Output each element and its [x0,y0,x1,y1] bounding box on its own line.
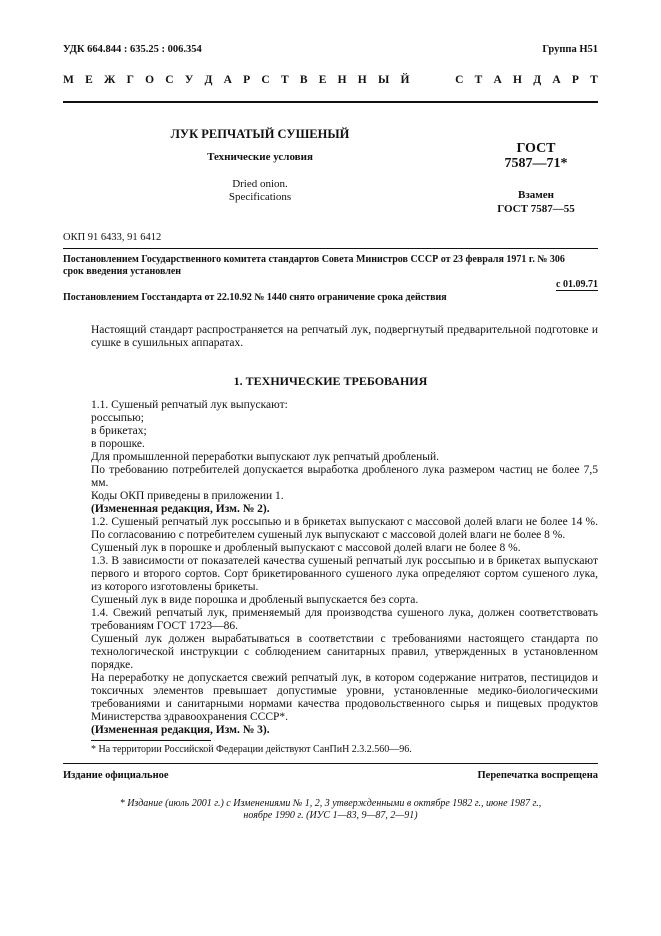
banner-letter: Г [126,74,134,86]
banner-letter: С [165,74,174,86]
effective-date: с 01.09.71 [556,279,598,290]
banner-letter: Й [400,74,410,86]
banner-letter: С [261,74,270,86]
banner-letter: О [145,74,155,86]
banner-letter: Ы [377,74,390,86]
clause-1-4-restrictions: На переработку не допускается свежий репчатый лук, в котором содержание нитратов, пестицидов и токсичных элементов превышает допустимые уровни, установленные медико-биологическими требованиями и санитарными нормами качества продовольственного сырья и пищевых продуктов Министерства здравоохранения СССР*. [91,672,598,723]
banner-letter: Н [357,74,367,86]
interstate-standard-banner [63,74,598,86]
banner-letter: Н [513,74,522,86]
consumer-request: По требованию потребителей допускается выработка дробленого лука размером частиц не более 7,5 мм. [91,464,598,489]
list-item-bulk: россыпью; [91,412,144,424]
udk-code: УДК 664.844 : 635.25 : 006.354 [63,44,202,55]
replaces-label: Взамен [518,189,554,201]
banner-letter: А [223,74,232,86]
footnote-rule [91,740,211,741]
clause-1-2-powder: Сушеный лук в порошке и дробленый выпускают с массовой долей влаги не более 8 %. [91,542,521,554]
okp-codes: ОКП 91 6433, 91 6412 [63,232,162,243]
official-edition: Издание официальное [63,770,169,781]
banner-letter: С [455,74,464,86]
clause-1-2: 1.2. Сушеный репчатый лук россыпью и в брикетах выпускают с массовой долей влаги не более 14 %. По согласованию с потребителем сушеный лук выпускают с массовой долей влаги не более 8 %. [91,516,598,541]
resolution-line-2: срок введения установлен [63,266,182,277]
banner-letter: Д [204,74,213,86]
banner-letter: Р [243,74,251,86]
clause-1-1: 1.1. Сушеный репчатый лук выпускают: [91,399,288,411]
banner-letter: М [63,74,74,86]
clause-1-4-manufacture: Сушеный лук должен вырабатываться в соответствии с требованиями настоящего стандарта по технологической инструкции с соблюдением санитарных правил, утвержденных в установленном порядке. [91,633,598,671]
section-1-title: 1. ТЕХНИЧЕСКИЕ ТРЕБОВАНИЯ [233,374,428,388]
banner-letter: Е [85,74,93,86]
banner-rule [63,101,598,103]
banner-letter [438,74,444,86]
clause-1-3: 1.3. В зависимости от показателей качества сушеный репчатый лук россыпью и в брикетах выпускают первого и второго сортов. Сорт брикетированного сушеного лука определяют сортом сушеного лука, из которого изготовлены брикеты. [91,555,598,593]
banner-letter: У [184,74,194,86]
amendment-3-note: (Измененная редакция, Изм. № 3). [91,724,270,736]
gost-label: ГОСТ [516,141,556,156]
resolution-line-1: Постановлением Государственного комитета стандартов Совета Министров СССР от 23 февраля 1971 г. № 306 [63,254,565,265]
amendment-2-note: (Измененная редакция, Изм. № 2). [91,503,270,515]
banner-letter [421,74,427,86]
banner-letter: Т [474,74,483,86]
group-code: Группа Н51 [542,44,598,55]
replaces-value: ГОСТ 7587—55 [497,203,575,215]
banner-letter: А [493,74,502,86]
banner-letter: Р [571,74,579,86]
banner-letter: Д [533,74,542,86]
standard-title: ЛУК РЕПЧАТЫЙ СУШЕНЫЙ [170,127,350,141]
industrial-processing: Для промышленной переработки выпускают лук репчатый дробленый. [91,451,440,463]
standard-subtitle: Технические условия [207,151,313,163]
edition-note-line-1: * Издание (июль 2001 г.) с Изменениями № 1, 2, 3 утвержденными в октябре 1982 г., июне 1987 г., [119,798,542,809]
banner-letter: Ж [103,74,116,86]
okp-codes-note: Коды ОКП приведены в приложении 1. [91,490,284,502]
banner-letter: Н [337,74,347,86]
okp-rule [63,248,598,249]
list-item-powder: в порошке. [91,438,145,450]
resolution-line-3: Постановлением Госстандарта от 22.10.92 № 1440 снято ограничение срока действия [63,292,447,303]
banner-letter: Е [318,74,327,86]
reprint-forbidden: Перепечатка воспрещена [477,770,598,781]
footer-rule [63,763,598,764]
english-title: Dried onion. [232,178,288,190]
banner-letter: В [299,74,308,86]
list-item-briquettes: в брикетах; [91,425,147,437]
edition-note-line-2: ноябре 1990 г. (ИУС 1—83, 9—87, 2—91) [243,810,418,821]
clause-1-4: 1.4. Свежий репчатый лук, применяемый для производства сушеного лука, должен соответствовать требованиям ГОСТ 1723—86. [91,607,598,632]
gost-number: 7587—71* [504,156,568,171]
english-subtitle: Specifications [228,191,292,203]
banner-letter: Т [590,74,598,86]
banner-letter: А [552,74,561,86]
banner-letter: Т [280,74,289,86]
clause-1-3-no-grade: Сушеный лук в виде порошка и дробленый выпускается без сорта. [91,594,419,606]
intro-paragraph: Настоящий стандарт распространяется на репчатый лук, подвергнутый предварительной подготовке и сушке в сушильных аппаратах. [91,324,598,349]
footnote: * На территории Российской Федерации действуют СанПиН 2.3.2.560—96. [91,744,412,755]
